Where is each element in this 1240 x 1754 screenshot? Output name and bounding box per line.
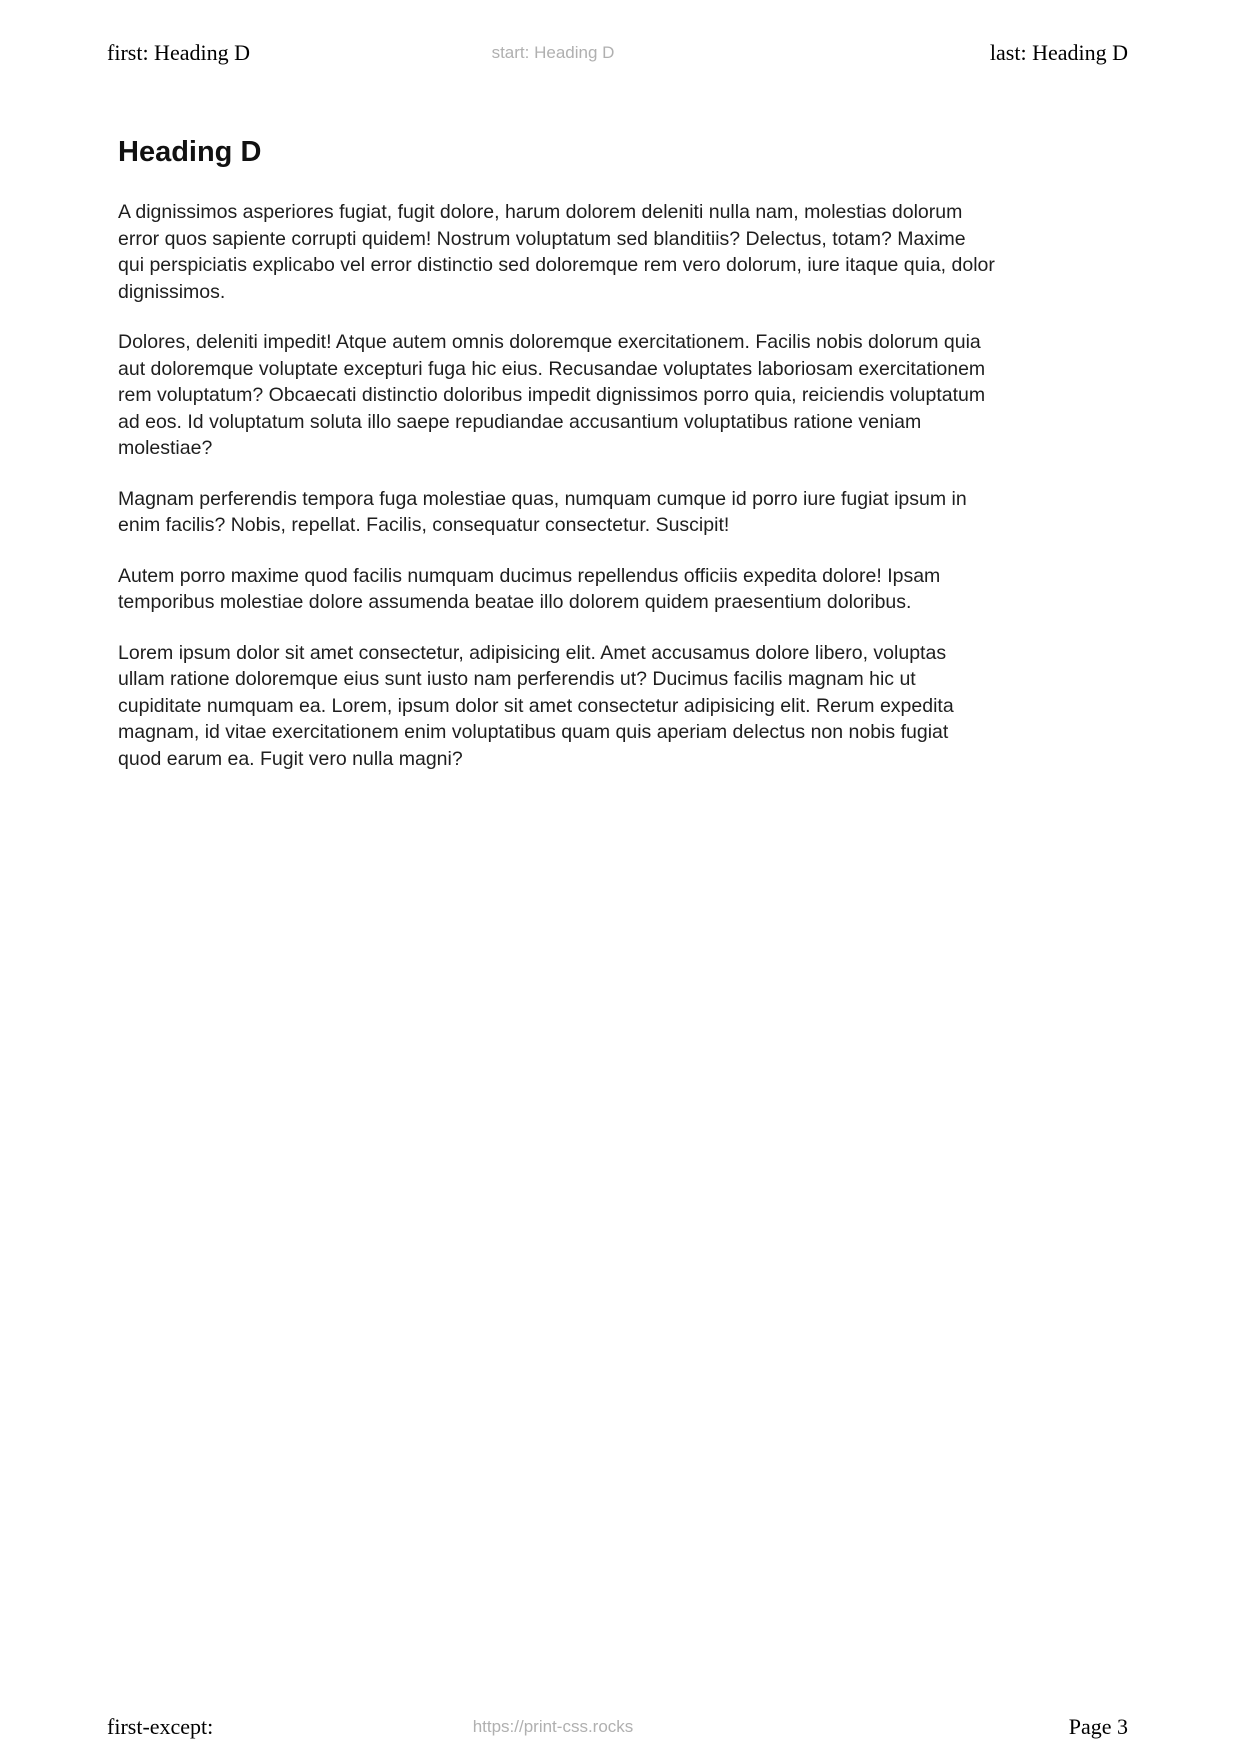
paragraph: Dolores, deleniti impedit! Atque autem omnis doloremque exercitationem. Facilis nobis dolorum quia aut doloremque voluptate excepturi fuga hic eius. Recusandae voluptates laboriosam exercitationem rem voluptatum? Obcaecati distinctio doloribus impedit dignissimos porro quia, reiciendis voluptatum ad eos. Id voluptatum soluta illo saepe repudiandae accusantium voluptatibus ratione veniam molestiae? bbox=[118, 331, 986, 460]
document-body bbox=[118, 0, 996, 796]
paragraph: A dignissimos asperiores fugiat, fugit dolore, harum dolorem deleniti nulla nam, molestias dolorum error quos sapiente corrupti quidem! Nostrum voluptatum sed blanditiis? Delectus, totam? Maxime qui perspiciatis explicabo vel error distinctio sed doloremque rem vero dolorum, iure itaque quia, dolor dignissimos. bbox=[118, 201, 995, 303]
paragraph: Autem porro maxime quod facilis numquam ducimus repellendus officiis expedita dolore! Ipsam temporibus molestiae dolore assumenda beatae illo dolorem quidem praesentium doloribus. bbox=[118, 564, 941, 614]
header-center-running-text: start: Heading D bbox=[491, 43, 615, 62]
header-left-running-text: first: Heading D bbox=[107, 40, 250, 65]
footer-center-url-text: https://print-css.rocks bbox=[472, 1717, 634, 1736]
paragraph: Magnam perferendis tempora fuga molestiae quas, numquam cumque id porro iure fugiat ipsum in enim facilis? Nobis, repellat. Facilis, consequatur consectetur. Suscipit! bbox=[118, 487, 967, 537]
page-title: Heading D bbox=[118, 136, 262, 168]
header-right-running-text: last: Heading D bbox=[989, 40, 1128, 65]
paragraph: Lorem ipsum dolor sit amet consectetur, adipisicing elit. Amet accusamus dolore libero, voluptas ullam ratione doloremque eius sunt iusto nam perferendis ut? Ducimus facilis magnam hic ut cupiditate numquam ea. Lorem, ipsum dolor sit amet consectetur adipisicing elit. Rerum expedita magnam, id vitae exercitationem enim voluptatibus quam quis aperiam delectus non nobis fugiat quod earum ea. Fugit vero nulla magni? bbox=[118, 641, 954, 770]
footer-left-running-text: first-except: bbox=[107, 1714, 214, 1739]
footer-page-number: Page 3 bbox=[1068, 1714, 1128, 1739]
